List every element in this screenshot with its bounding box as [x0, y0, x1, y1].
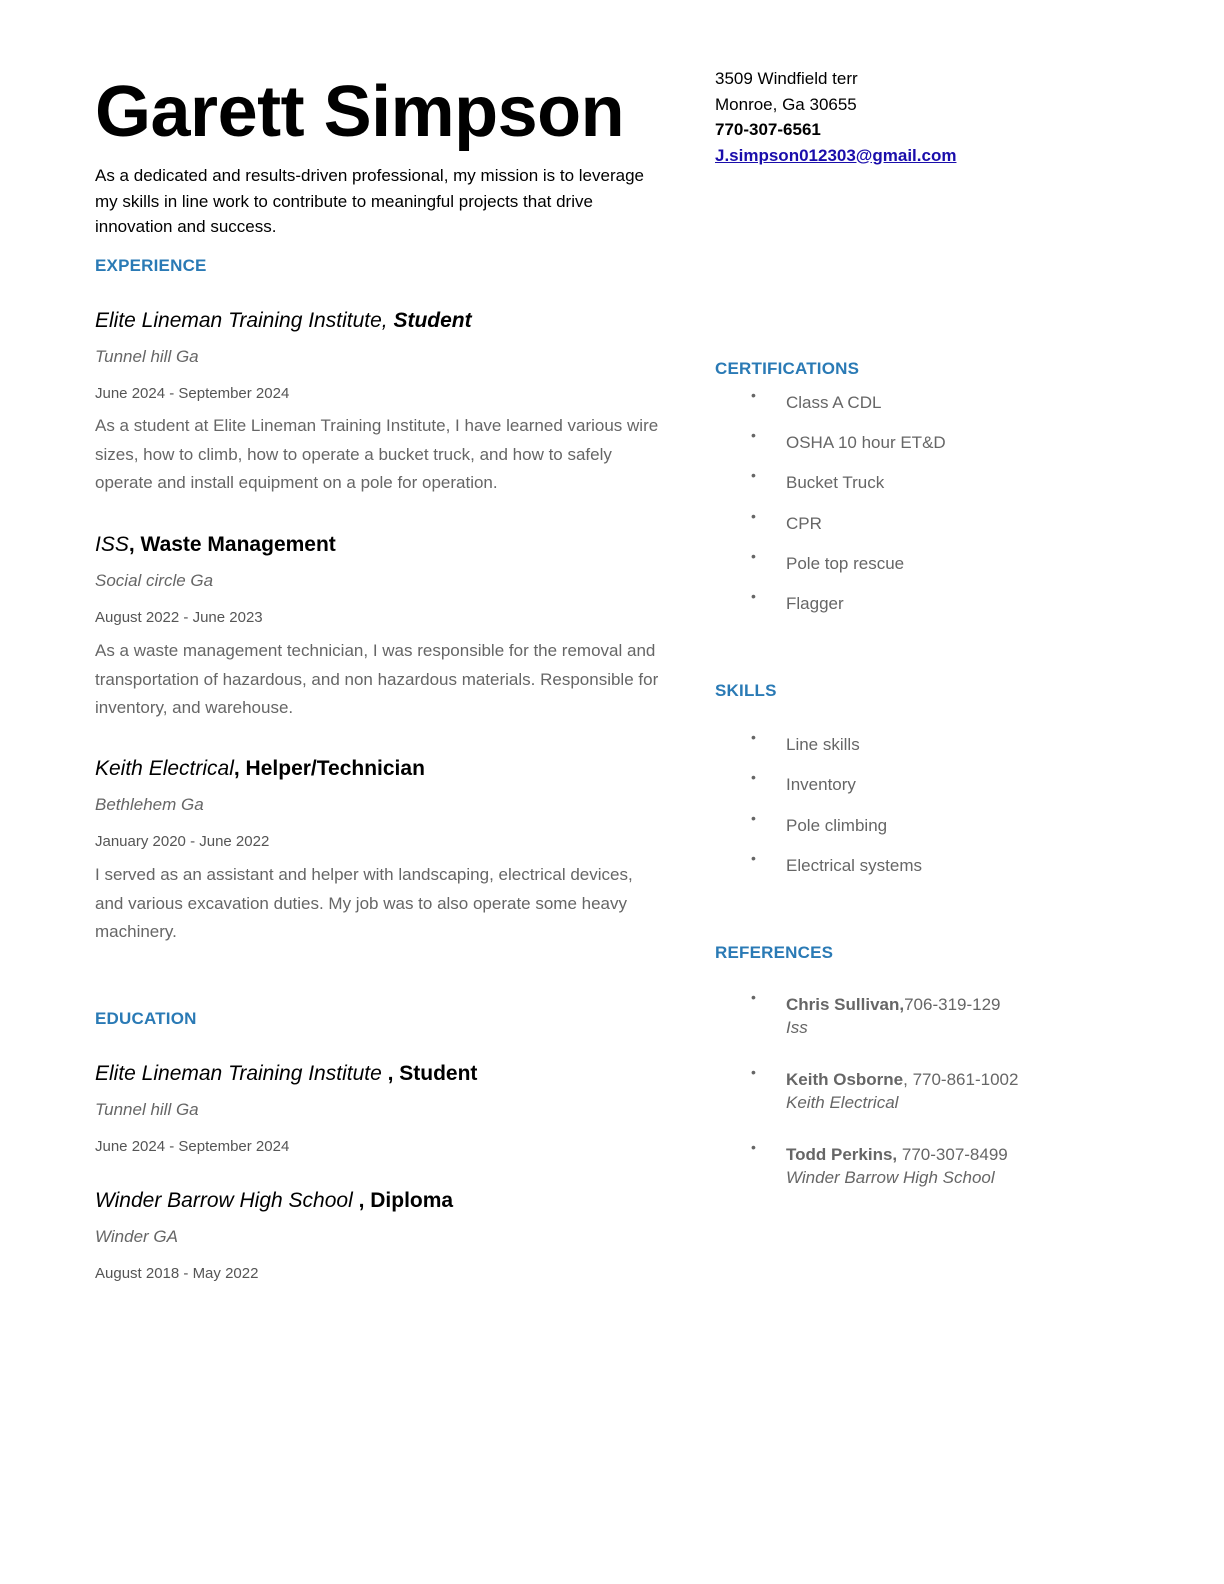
list-item	[715, 729, 922, 775]
job-dates: January 2020 - June 2022	[95, 833, 270, 850]
bullet-icon: •	[751, 809, 756, 826]
list-item	[715, 387, 946, 433]
bullet-icon: •	[751, 547, 756, 564]
list-item	[715, 507, 946, 554]
list-item	[715, 547, 946, 594]
reference-name: Chris Sullivan,	[786, 995, 905, 1014]
bullet-icon: •	[751, 1139, 756, 1155]
bullet-icon: •	[751, 467, 756, 484]
email-link[interactable]: J.simpson012303@gmail.com	[715, 145, 957, 165]
job-title	[95, 308, 472, 334]
skills-list	[715, 729, 923, 896]
job-description: As a student at Elite Lineman Training Institute, I have learned various wire sizes, how to climb, how to operate a bucket truck, and how to safely operate and install equipment on a pole for operation.	[95, 416, 659, 492]
job-title	[95, 532, 336, 558]
references-heading: REFERENCES	[715, 943, 834, 962]
job-title	[95, 756, 425, 782]
education-credential: , Student	[381, 1062, 478, 1085]
address-line-2: Monroe, Ga 30655	[715, 94, 857, 114]
reference-item	[715, 1064, 1019, 1145]
reference-phone: 770-307-8499	[897, 1145, 1008, 1164]
certifications-list	[715, 387, 946, 634]
certification-label: OSHA 10 hour ET&D	[786, 433, 946, 453]
bullet-icon: •	[751, 427, 756, 444]
reference-organization: Iss	[786, 1018, 808, 1037]
contact-block	[715, 66, 956, 168]
skill-label: Pole climbing	[786, 815, 888, 835]
bullet-icon: •	[751, 387, 756, 403]
job-location: Tunnel hill Ga	[95, 347, 199, 366]
bullet-icon: •	[751, 729, 756, 745]
bullet-icon: •	[751, 769, 756, 786]
reference-phone: 706-319-129	[904, 995, 1001, 1014]
job-role: , Helper/Technician	[233, 757, 425, 780]
education-title	[95, 1188, 453, 1214]
certifications-heading: CERTIFICATIONS	[715, 359, 860, 378]
list-item	[715, 427, 946, 473]
job-location: Social circle Ga	[95, 571, 214, 590]
bullet-icon: •	[751, 507, 756, 524]
certification-label: Bucket Truck	[786, 473, 885, 493]
reference-organization: Keith Electrical	[786, 1093, 899, 1112]
job-location: Bethlehem Ga	[95, 795, 204, 814]
bullet-icon: •	[751, 989, 756, 1005]
reference-name: Keith Osborne	[786, 1070, 904, 1089]
education-credential: , Diploma	[352, 1189, 454, 1212]
job-org: ISS	[95, 533, 129, 556]
education-location: Winder GA	[95, 1227, 178, 1246]
job-dates: August 2022 - June 2023	[95, 609, 263, 626]
phone-number: 770-307-6561	[715, 120, 821, 139]
job-org: Keith Electrical	[95, 757, 234, 780]
candidate-name: Garett Simpson	[95, 72, 625, 152]
list-item	[715, 809, 922, 856]
certification-label: Flagger	[786, 593, 844, 613]
education-heading: EDUCATION	[95, 1009, 197, 1028]
job-description: As a waste management technician, I was responsible for the removal and transportation of hazardous, and non hazardous materials. Responsible for inventory, and warehouse.	[95, 641, 659, 717]
references-list	[715, 989, 1019, 1220]
school-name: Elite Lineman Training Institute	[95, 1062, 382, 1085]
certification-label: CPR	[786, 513, 822, 533]
list-item	[715, 769, 922, 815]
reference-item	[715, 1139, 1018, 1220]
list-item	[715, 467, 946, 513]
skill-label: Inventory	[786, 775, 856, 795]
certification-label: Pole top rescue	[786, 553, 905, 573]
skill-label: Electrical systems	[786, 855, 923, 875]
job-role: Student	[387, 309, 472, 332]
certification-label: Class A CDL	[786, 393, 882, 412]
address-line-1: 3509 Windfield terr	[715, 69, 858, 88]
job-description: I served as an assistant and helper with landscaping, electrical devices, and various excavation duties. My job was to also operate some heavy machinery.	[95, 865, 633, 941]
reference-phone: , 770-861-1002	[903, 1070, 1019, 1089]
bullet-icon: •	[751, 1064, 756, 1080]
job-org: Elite Lineman Training Institute,	[95, 309, 388, 332]
education-location: Tunnel hill Ga	[95, 1100, 199, 1119]
reference-item	[715, 989, 1018, 1070]
school-name: Winder Barrow High School	[95, 1189, 353, 1212]
job-role: , Waste Management	[128, 533, 336, 556]
skills-heading: SKILLS	[715, 681, 777, 700]
bullet-icon: •	[751, 587, 756, 604]
education-dates: June 2024 - September 2024	[95, 1138, 290, 1155]
list-item	[715, 849, 923, 896]
summary-paragraph: As a dedicated and results-driven professional, my mission is to leverage my skills in line work to contribute to meaningful projects that drive innovation and success.	[95, 166, 644, 236]
skill-label: Line skills	[786, 735, 860, 754]
job-dates: June 2024 - September 2024	[95, 385, 290, 402]
reference-organization: Winder Barrow High School	[786, 1168, 995, 1187]
experience-heading: EXPERIENCE	[95, 256, 207, 275]
list-item	[715, 587, 946, 634]
bullet-icon: •	[751, 849, 756, 866]
reference-name: Todd Perkins,	[786, 1145, 898, 1164]
education-dates: August 2018 - May 2022	[95, 1265, 259, 1282]
education-title	[95, 1061, 477, 1087]
